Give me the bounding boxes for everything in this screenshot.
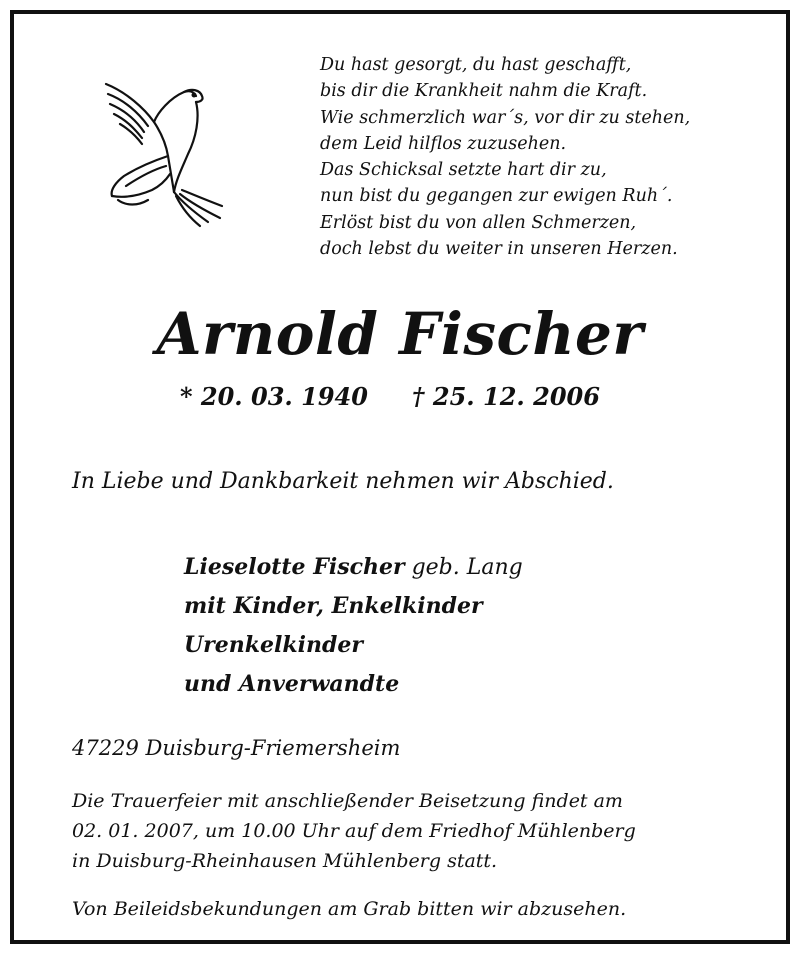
service-line: in Duisburg-Rheinhausen Mühlenberg statt. xyxy=(72,850,498,872)
poem-line: Das Schicksal setzte hart dir zu, xyxy=(320,160,607,181)
family-line: Urenkelkinder xyxy=(184,632,363,658)
deceased-name: Arnold Fischer xyxy=(156,300,644,368)
address: 47229 Duisburg-Friemersheim xyxy=(72,736,401,760)
dove-icon xyxy=(96,72,246,232)
farewell-text: In Liebe und Dankbarkeit nehmen wir Abschied. xyxy=(72,469,614,494)
poem-line: Erlöst bist du von allen Schmerzen, xyxy=(320,212,637,233)
death-date: † 25. 12. 2006 xyxy=(412,382,600,411)
condolence-request: Von Beileidsbekundungen am Grab bitten wir abzusehen. xyxy=(72,898,627,920)
family-main-name: Lieselotte Fischer xyxy=(184,554,405,580)
poem-line: nun bist du gegangen zur ewigen Ruh´. xyxy=(320,186,673,207)
family-born-name: geb. Lang xyxy=(411,555,523,580)
funeral-service-info xyxy=(72,786,636,876)
service-line: 02. 01. 2007, um 10.00 Uhr auf dem Friedhof Mühlenberg xyxy=(72,820,636,842)
service-line: Die Trauerfeier mit anschließender Beisetzung findet am xyxy=(72,790,623,812)
poem-line: Du hast gesorgt, du hast geschafft, xyxy=(320,55,632,75)
family-line: mit Kinder, Enkelkinder xyxy=(184,593,483,619)
obituary-notice xyxy=(10,10,790,944)
poem-line: Wie schmerzlich war´s, vor dir zu stehen, xyxy=(320,107,691,128)
poem-line: dem Leid hilflos zuzusehen. xyxy=(320,133,567,154)
birth-date: * 20. 03. 1940 xyxy=(180,382,368,411)
family-block xyxy=(184,548,523,704)
poem-line: doch lebst du weiter in unseren Herzen. xyxy=(320,239,678,260)
family-main-line xyxy=(184,548,523,587)
family-line: und Anverwandte xyxy=(184,671,400,697)
poem-line: bis dir die Krankheit nahm die Kraft. xyxy=(320,81,648,102)
poem xyxy=(320,52,780,262)
